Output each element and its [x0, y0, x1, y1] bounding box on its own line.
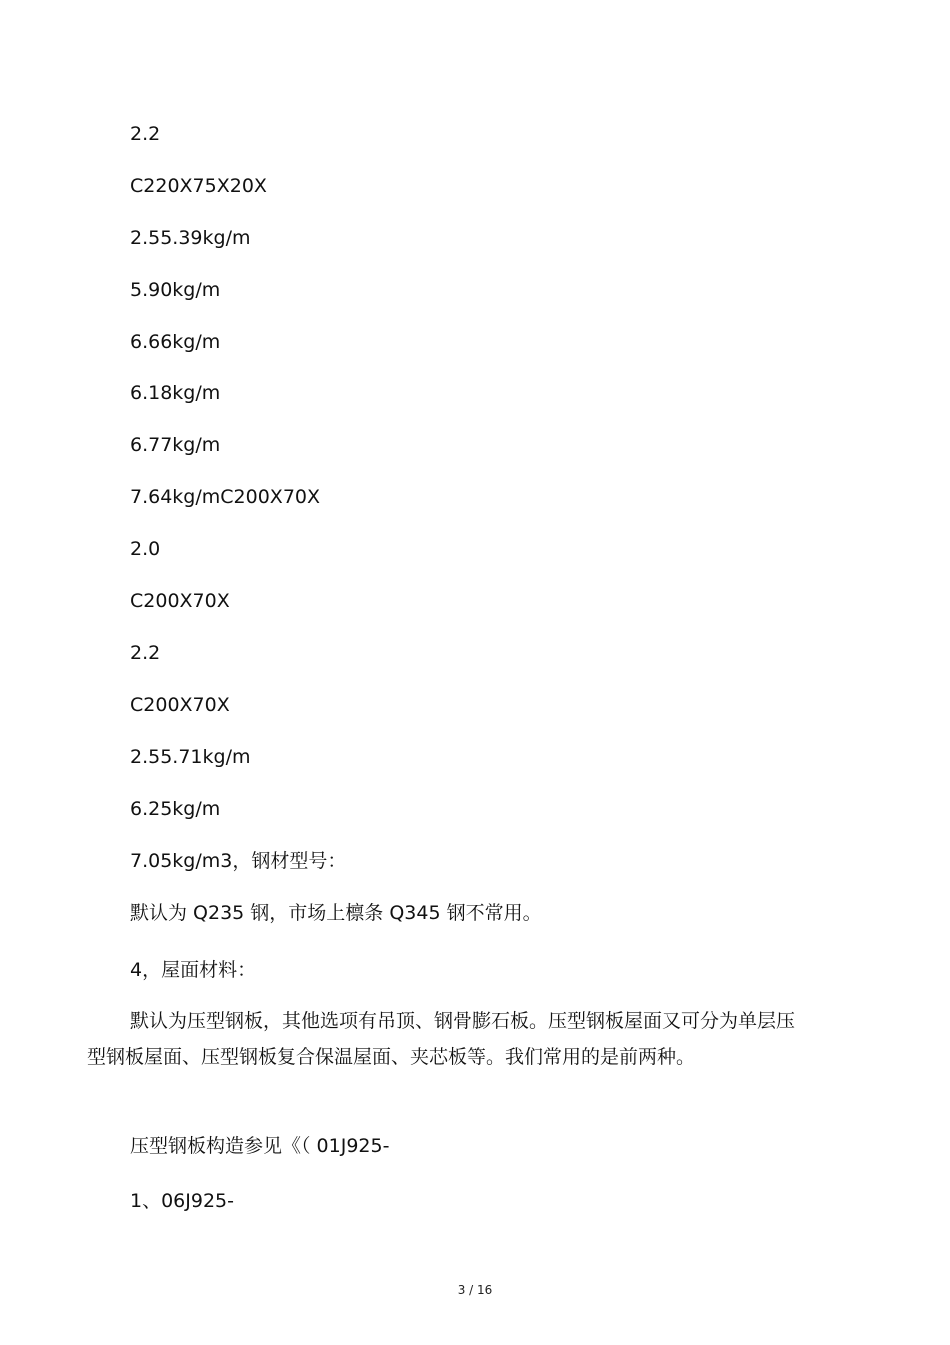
section-heading: 4，屋面材料： [130, 959, 257, 981]
text-line: 6.18kg/m [130, 382, 221, 404]
text-line: 2.2 [130, 642, 161, 664]
text-line: 5.90kg/m [130, 279, 221, 301]
text-line: C200X70X [130, 590, 230, 612]
text-line: 7.05kg/m3，钢材型号： [130, 850, 347, 872]
text-line: 1、06J925- [130, 1190, 234, 1212]
text-line: 7.64kg/mC200X70X [130, 486, 321, 508]
body-paragraph: 默认为压型钢板，其他选项有吊顶、钢骨膨石板。压型钢板屋面又可分为单层压型钢板屋面、压型钢板复合保温屋面、夹芯板等。我们常用的是前两种。 [87, 1010, 796, 1068]
text-line: 默认为 Q235 钢，市场上檩条 Q345 钢不常用。 [130, 902, 542, 924]
text-line: 2.55.71kg/m [130, 746, 251, 768]
text-line: 6.66kg/m [130, 331, 221, 353]
text-line: 6.25kg/m [130, 798, 221, 820]
text-line: 2.55.39kg/m [130, 227, 251, 249]
text-line: C200X70X [130, 694, 230, 716]
text-line: 2.0 [130, 538, 161, 560]
text-line: C220X75X20X [130, 175, 267, 197]
text-line: 2.2 [130, 123, 161, 145]
text-line: 压型钢板构造参见《（ 01J925- [130, 1135, 390, 1157]
text-line: 6.77kg/m [130, 434, 221, 456]
page-number: 3 / 16 [457, 1283, 493, 1297]
